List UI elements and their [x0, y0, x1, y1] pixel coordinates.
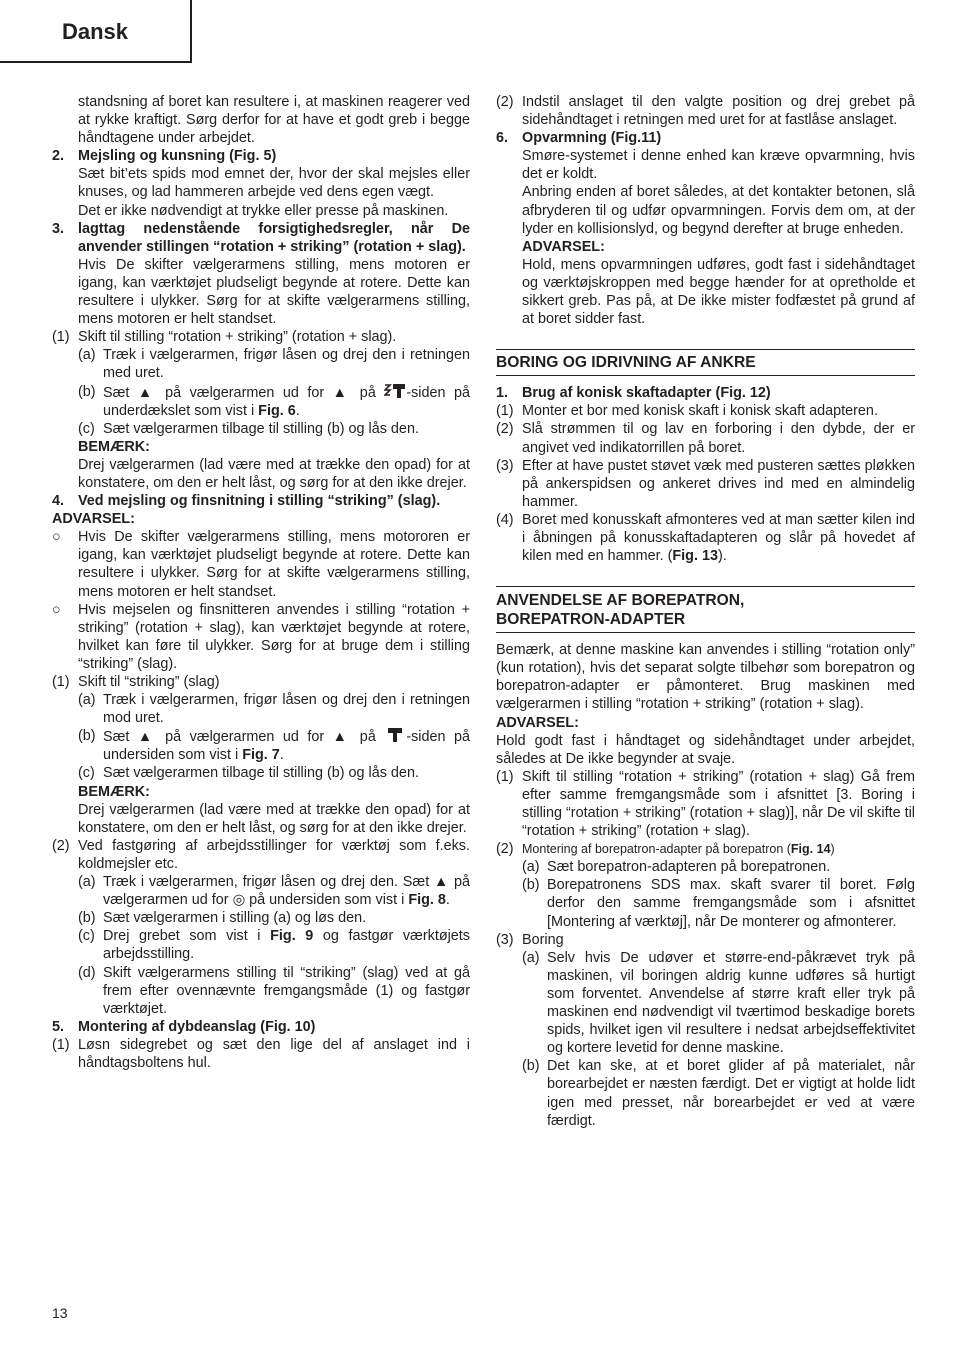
section-2-text-1: Sæt bit’ets spids mod emnet der, hvor der skal mejsles eller knuses, og lad hammeren arbejde ved dens egen vægt.: [78, 166, 470, 201]
section-4-item-1: (1) Skift til “striking” (slag): [52, 674, 220, 690]
section-4-item-2a: (a) Træk i vælgerarmen, frigør låsen og drej den. Sæt ▲ på vælgerarmen ud for ◎ på undersiden som vist i Fig. 8.: [78, 874, 470, 909]
hammer-icon: [384, 727, 406, 743]
section-5-item-2: (2) Indstil anslaget til den valgte position og drej grebet på sidehåndtaget i retningen med uret for at fastlåse anslaget.: [496, 94, 915, 129]
language-label: Dansk: [62, 19, 129, 44]
section-2-text-2: Det er ikke nødvendigt at trykke eller presse på maskinen.: [78, 202, 449, 219]
rotation-striking-icon: [384, 383, 406, 399]
boring-item-2: (2) Slå strømmen til og lav en forboring i den dybde, der er angivet ved indikatorrillen på boret.: [496, 421, 915, 456]
section-4-item-1b: (b) Sæt ▲ på vælgerarmen ud for ▲ på -siden på undersiden som vist i Fig. 7.: [78, 728, 470, 764]
section-6-text-1: Smøre-systemet i denne enhed kan kræve opvarmning, hvis det er koldt.: [522, 148, 915, 183]
note-2-text: Drej vælgerarmen (lad være med at trække den opad) for at konstatere, om den er helt låst, og sørg for at den ikke drejer.: [78, 801, 470, 836]
section-4-item-2c: (c) Drej grebet som vist i Fig. 9 og fastgør værktøjets arbejdsstilling.: [78, 928, 470, 963]
section-3-item-1c: (c) Sæt vælgerarmen tilbage til stilling (b) og lås den.: [78, 420, 419, 437]
section-5-item-1: (1) Løsn sidegrebet og sæt den lige del af anslaget ind i håndtagsboltens hul.: [52, 1036, 470, 1071]
circle-bullet-icon: ○: [52, 601, 61, 618]
language-tab: [0, 0, 192, 63]
chuck-item-3: (3) Boring: [496, 931, 564, 948]
chuck-item-3a: (a) Selv hvis De udøver et større-end-påkrævet tryk på maskinen, vil boringen aldrig kunne udføres så hurtigt som forventet. Anvendelse af større kraft eller tryk på maskinen end nødvendigt vil tværtimod beskadige borets spids, hvilket igen vil resultere i nedsat arbejdseffektivitet og kortere levetid for denne maskine.: [522, 949, 915, 1057]
section-6-text-2: Anbring enden af boret således, at det kontakter betonen, slå afbryderen til og udfør opvarmningen. Forvis dem om, at der lyder en kollisionslyd, og begynd derefter at bruge enheden.: [522, 184, 915, 237]
section-4-heading: 4. Ved mejsling og finsnitning i stilling “striking” (slag).: [52, 493, 441, 510]
section-5-heading: 5. Montering af dybdeanslag (Fig. 10): [52, 1018, 316, 1035]
warning-1-title: ADVARSEL:: [52, 511, 135, 528]
section-4-item-2d: (d) Skift vælgerarmens stilling til “striking” (slag) ved at gå frem efter ovennævnte fremgangsmåde (1) og fastgør værktøjet.: [78, 964, 470, 1017]
warning-bullet-2: ○ Hvis mejselen og finsnitteren anvendes i stilling “rotation + striking” (rotation + slag), kan værktøjet begynde at rotere, hvilket kan føre til ulykker. Sørg for at bruge dem i stilling “striking” (slag).: [52, 601, 470, 672]
left-column: [52, 93, 470, 1072]
chuck-item-2a: (a) Sæt borepatron-adapteren på borepatronen.: [522, 859, 831, 876]
intro-paragraph: standsning af boret kan resultere i, at maskinen reagerer ved at rykke kraftigt. Sørg derfor for at have et godt greb i begge håndtagene under arbejdet.: [78, 94, 470, 147]
section-3-item-1: (1) Skift til stilling “rotation + striking” (rotation + slag).: [52, 329, 397, 346]
boring-item-4: (4) Boret med konusskaft afmonteres ved at man sætter kilen ind i åbningen på konusskaftadapteren og slår på hovedet af kilen med en hammer. (Fig. 13).: [496, 511, 915, 565]
chuck-item-2b: (b) Borepatronens SDS max. skaft svarer til boret. Følg derfor den samme fremgangsmåde som i afsnittet [Montering af værktøj], når De monterer og afmonterer.: [522, 877, 915, 930]
warning-3-title: ADVARSEL:: [496, 714, 579, 731]
section-4-item-2: (2) Ved fastgøring af arbejdsstillinger for værktøj som f.eks. koldmejsler etc.: [52, 837, 470, 872]
section-3-text: Hvis De skifter vælgerarmens stilling, mens motoren er igang, kan værktøjet pludseligt begynde at rotere. Dette kan resultere i ulykker. Sørg for at skifte vælgerarmens stilling, mens motoren er helt standset.: [78, 256, 470, 328]
section-3-item-1a: (a) Træk i vælgerarmen, frigør låsen og drej den i retningen med uret.: [78, 347, 470, 382]
section-4-item-1a: (a) Træk i vælgerarmen, frigør låsen og drej den i retningen mod uret.: [78, 692, 470, 727]
section-4-item-2b: (b) Sæt vælgerarmen i stilling (a) og løs den.: [78, 910, 367, 927]
section-6-heading: 6. Opvarmning (Fig.11): [496, 130, 662, 147]
chuck-intro: Bemærk, at denne maskine kan anvendes i stilling “rotation only” (kun rotation), hvis det separat solgte tilbehør som borepatron og borepatron-adapter er påmonteret. Brug maskinen med vælgerarmen i stilling “rotation + striking” (rotation + slag).: [496, 642, 915, 713]
page-number: 13: [52, 1305, 68, 1321]
note-2-title: BEMÆRK:: [78, 783, 150, 800]
chuck-item-2: (2) Montering af borepatron-adapter på borepatron (Fig. 14): [496, 841, 835, 858]
section-4-item-1c: (c) Sæt vælgerarmen tilbage til stilling (b) og lås den.: [78, 765, 419, 782]
note-1-title: BEMÆRK:: [78, 438, 150, 455]
warning-3-text: Hold godt fast i håndtaget og sidehåndtaget under arbejdet, således at De ikke begynder at svaje.: [496, 732, 915, 767]
section-2-heading: 2. Mejsling og kunsning (Fig. 5): [52, 148, 277, 165]
circle-bullet-icon: ○: [52, 529, 61, 546]
boring-1-heading: 1. Brug af konisk skaftadapter (Fig. 12): [496, 385, 771, 402]
section-3-heading: 3. lagttag nedenstående forsigtighedsregler, når De anvender stillingen “rotation + striking” (rotation + slag).: [52, 220, 470, 255]
section-heading-chuck: ANVENDELSE AF BOREPATRON, BOREPATRON-ADAPTER: [496, 592, 745, 629]
chuck-item-3b: (b) Det kan ske, at et boret glider af på materialet, når borearbejdet er næsten færdigt. Det er vigtigt at holde lidt igen med presset, når borearbejdet er ved at være færdigt.: [522, 1058, 915, 1129]
section-heading-boring: BORING OG IDRIVNING AF ANKRE: [496, 354, 756, 372]
warning-bullet-1: ○ Hvis De skifter vælgerarmens stilling, mens motororen er igang, kan værktøjet pludseligt begynde at rotere. Dette kan resultere i ulykker. Sørg for at skifte vælgerarmens stilling, mens motoren er helt standset.: [52, 529, 470, 600]
warning-2-title: ADVARSEL:: [522, 238, 605, 255]
boring-item-1: (1) Monter et bor med konisk skaft i konisk skaft adapteren.: [496, 403, 878, 420]
warning-2-text: Hold, mens opvarmningen udføres, godt fast i sidehåndtaget og værktøjskroppen med begge hænder for at opretholde et sikkert greb. Pas på, at De ikke mister fodfæstet på grund af at boret sidder fast.: [522, 256, 915, 328]
boring-item-3: (3) Efter at have pustet støvet væk med pusteren sættes pløkken på ankerspidsen og ankeret drives ind med en almindelig hammer.: [496, 457, 915, 510]
right-column: [496, 93, 915, 1130]
note-1-text: Drej vælgerarmen (lad være med at trække den opad) for at konstatere, om den er helt låst, og sørg for at den ikke drejer.: [78, 456, 470, 491]
section-3-item-1b: (b) Sæt ▲ på vælgerarmen ud for ▲ på -siden på underdækslet som vist i Fig. 6.: [78, 383, 470, 419]
chuck-item-1: (1) Skift til stilling “rotation + striking” (rotation + slag) Gå frem efter samme fremgangsmåde som i afsnittet [3. Boring i stilling “rotation + striking” (rotation + slag)], når De vil skifte til “rotation + striking” (rotation + slag).: [496, 768, 915, 840]
